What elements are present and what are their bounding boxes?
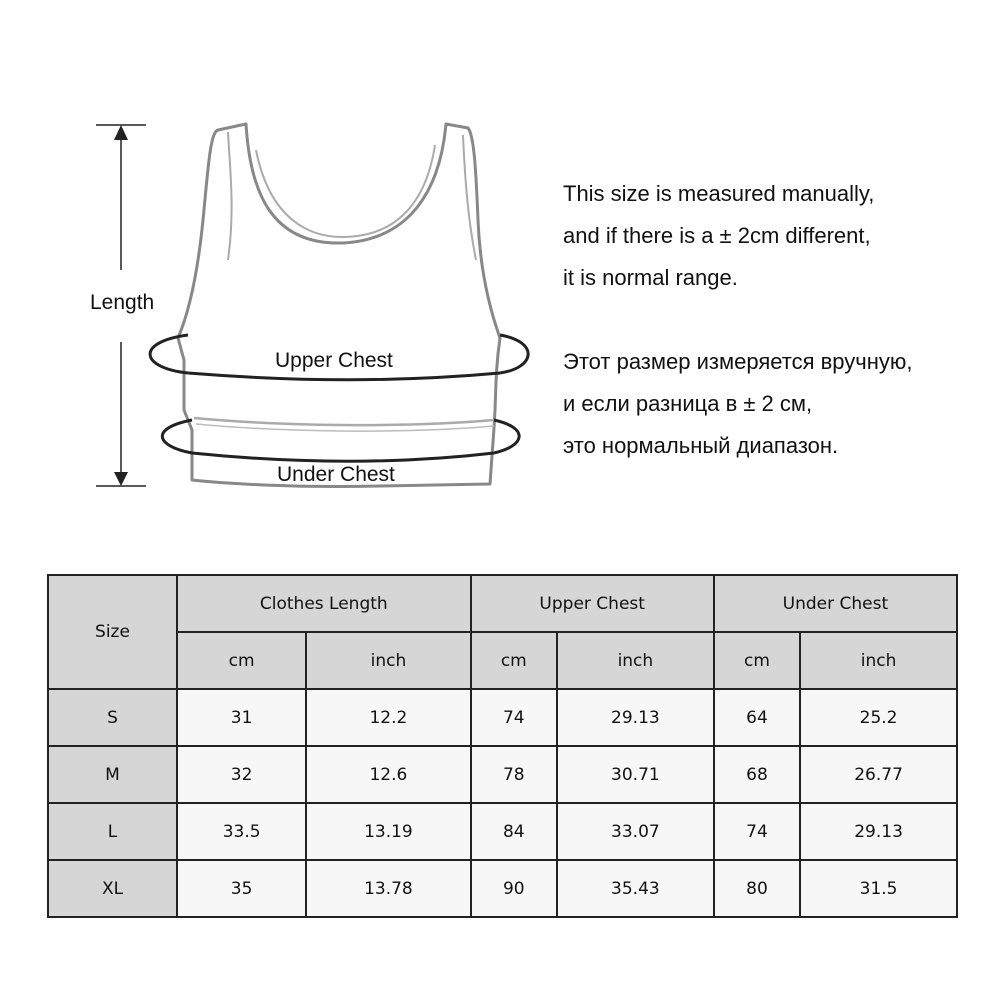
russian-note-line: Этот размер измеряется вручную, [563,349,913,374]
table-row [48,803,957,860]
size-cell: S [48,689,177,746]
unit-header: inch [800,632,957,689]
upper-chest-header: Upper Chest [471,575,714,632]
unit-header: cm [177,632,306,689]
table-cell: 29.13 [557,689,714,746]
table-cell: 29.13 [800,803,957,860]
table-cell: 32 [177,746,306,803]
garment-outline [178,124,500,487]
table-cell: 13.19 [306,803,470,860]
table-header-row [48,575,957,632]
table-cell: 12.6 [306,746,470,803]
table-cell: 31 [177,689,306,746]
under-chest-label: Under Chest [277,463,395,486]
table-cell: 30.71 [557,746,714,803]
table-cell: 33.07 [557,803,714,860]
table-cell: 78 [471,746,557,803]
table-row [48,746,957,803]
table-cell: 33.5 [177,803,306,860]
clothes-length-header: Clothes Length [177,575,471,632]
unit-header: inch [557,632,714,689]
table-cell: 80 [714,860,800,917]
russian-note [563,341,913,467]
russian-note-line: это нормальный диапазон. [563,433,839,458]
table-cell: 26.77 [800,746,957,803]
unit-header: cm [714,632,800,689]
table-cell: 64 [714,689,800,746]
size-chart-table [47,574,958,918]
under-chest-header: Under Chest [714,575,957,632]
length-label: Length [90,291,155,314]
english-note-line: This size is measured manually, [563,181,875,206]
table-cell: 74 [471,689,557,746]
table-cell: 90 [471,860,557,917]
size-header: Size [48,575,177,689]
russian-note-line: и если разница в ± 2 см, [563,391,813,416]
unit-header: cm [471,632,557,689]
table-cell: 13.78 [306,860,470,917]
english-note-line: it is normal range. [563,265,738,290]
size-cell: M [48,746,177,803]
size-cell: XL [48,860,177,917]
size-cell: L [48,803,177,860]
table-row [48,689,957,746]
table-cell: 74 [714,803,800,860]
english-note-line: and if there is a ± 2cm different, [563,223,871,248]
table-cell: 35.43 [557,860,714,917]
table-cell: 84 [471,803,557,860]
english-note [563,173,874,299]
table-cell: 35 [177,860,306,917]
table-cell: 68 [714,746,800,803]
table-unit-row [48,632,957,689]
table-cell: 31.5 [800,860,957,917]
unit-header: inch [306,632,470,689]
table-row [48,860,957,917]
upper-chest-label: Upper Chest [275,349,393,372]
table-cell: 25.2 [800,689,957,746]
table-cell: 12.2 [306,689,470,746]
